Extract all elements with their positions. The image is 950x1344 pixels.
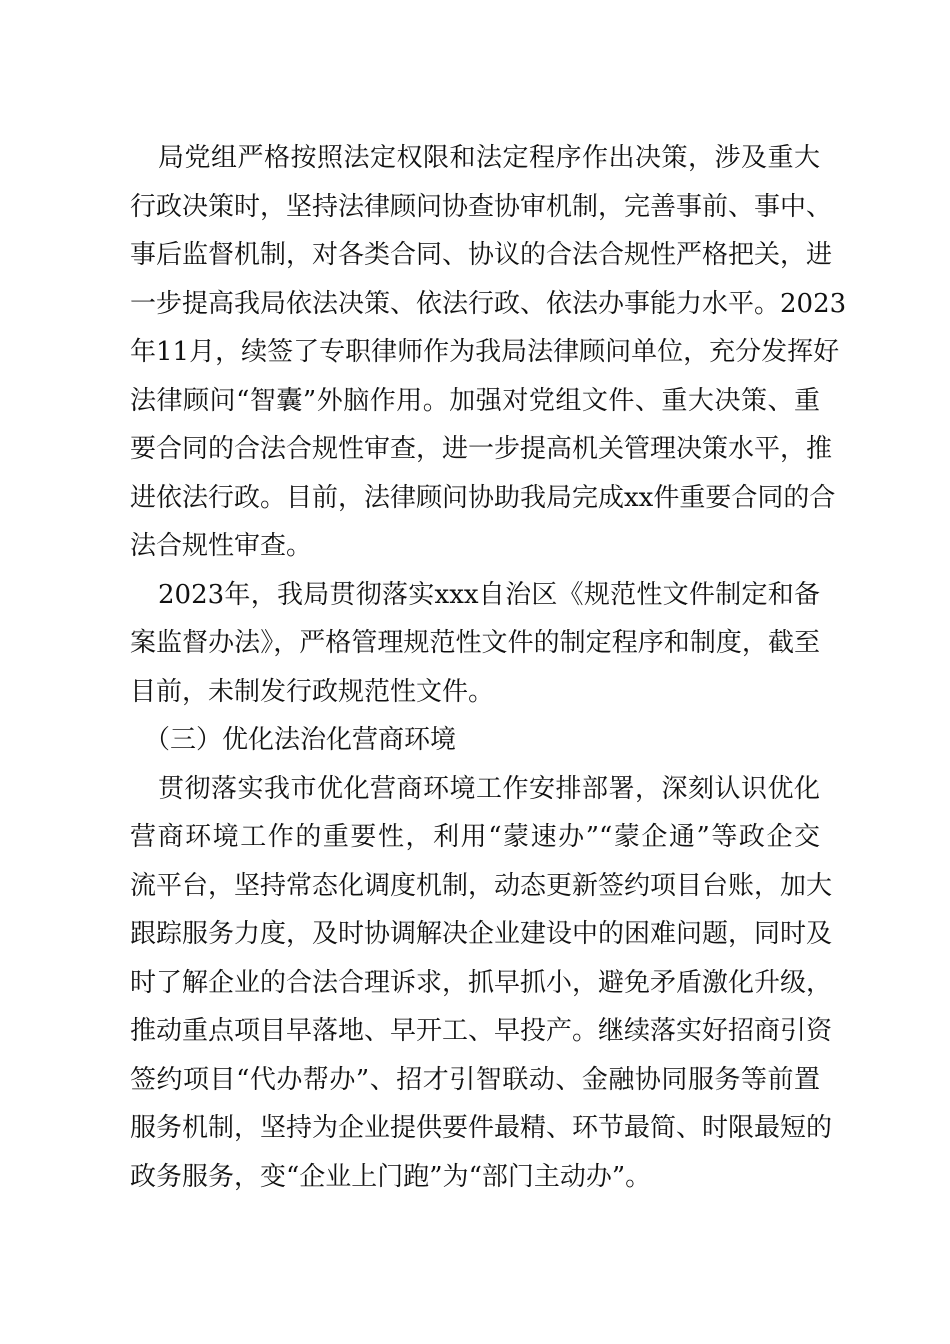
text-line: 贯彻落实我市优化营商环境工作安排部署，深刻认识优化 <box>158 773 820 804</box>
paragraph <box>130 765 833 1202</box>
text-line: 事后监督机制，对各类合同、协议的合法合规性严格把关，进 <box>130 240 833 270</box>
paragraph <box>130 134 847 571</box>
text-line: 一步提高我局依法决策、依法行政、依法办事能力水平。2023 <box>130 288 847 319</box>
heading-line: （三）优化法治化营商环境 <box>144 725 457 755</box>
text-line: 行政决策时，坚持法律顾问协查协审机制，完善事前、事中、 <box>130 191 833 222</box>
text-line: 流平台，坚持常态化调度机制，动态更新签约项目台账，加大 <box>130 870 833 901</box>
text-line: 法合规性审查。 <box>130 531 313 561</box>
text-line: 跟踪服务力度，及时协调解决企业建设中的困难问题，同时及 <box>130 919 833 949</box>
text-line: 法律顾问“智囊”外脑作用。加强对党组文件、重大决策、重 <box>130 385 820 416</box>
text-line: 服务机制，坚持为企业提供要件最精、环节最简、时限最短的 <box>130 1113 833 1143</box>
text-line: 目前，未制发行政规范性文件。 <box>130 676 495 707</box>
text-line: 案监督办法》，严格管理规范性文件的制定程序和制度，截至 <box>130 628 820 658</box>
text-line: 年11月，续签了专职律师作为我局法律顾问单位，充分发挥好 <box>130 337 840 367</box>
text-line: 推动重点项目早落地、早开工、早投产。继续落实好招商引资 <box>130 1016 833 1046</box>
text-line: 2023年，我局贯彻落实xxx自治区《规范性文件制定和备 <box>158 579 820 610</box>
text-line: 要合同的合法合规性审查，进一步提高机关管理决策水平，推 <box>130 434 833 464</box>
text-line: 营商环境工作的重要性，利用“蒙速办”“蒙企通”等政企交 <box>130 822 820 852</box>
section-heading <box>130 716 820 765</box>
text-line: 局党组严格按照法定权限和法定程序作出决策，涉及重大 <box>158 143 820 173</box>
text-line: 进依法行政。目前，法律顾问协助我局完成xx件重要合同的合 <box>130 482 836 513</box>
text-line: 时了解企业的合法合理诉求，抓早抓小，避免矛盾激化升级， <box>130 967 833 998</box>
document-page <box>130 134 847 1201</box>
text-line: 签约项目“代办帮办”、招才引智联动、金融协同服务等前置 <box>130 1064 820 1095</box>
text-line: 政务服务，变“企业上门跑”为“部门主动办”。 <box>130 1161 652 1192</box>
paragraph <box>130 571 820 717</box>
